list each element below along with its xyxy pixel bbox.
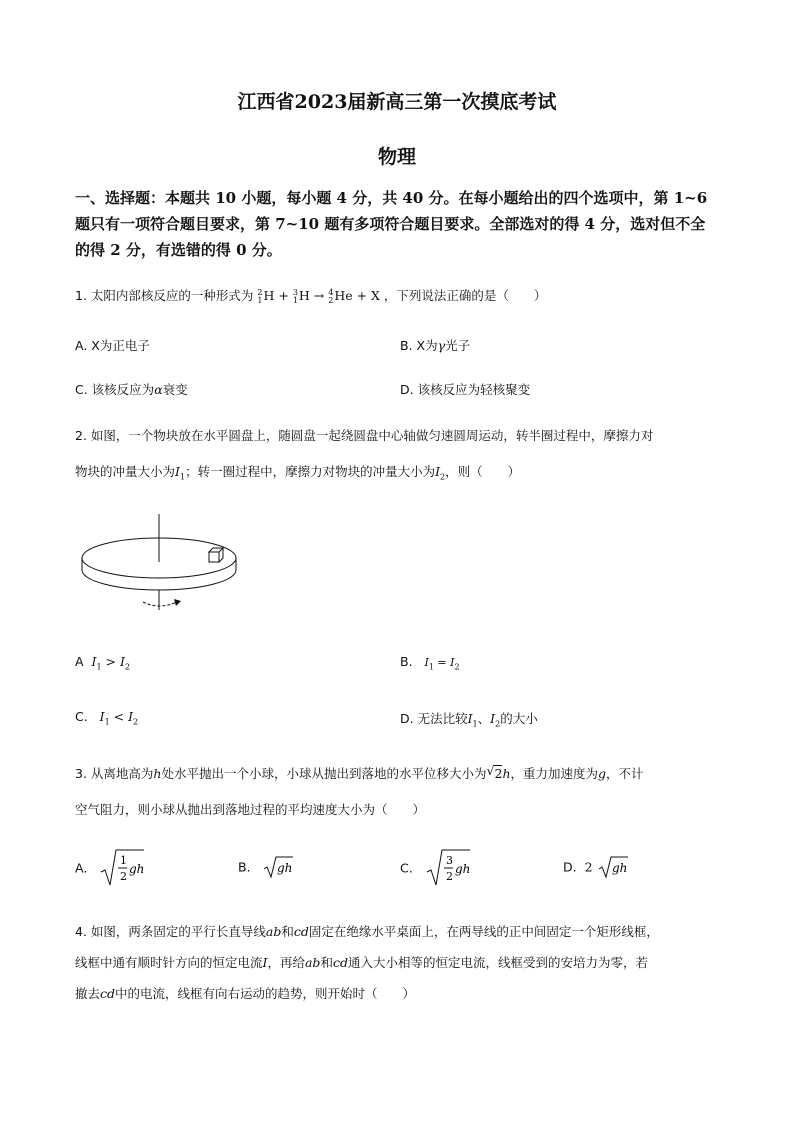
question-3-line1: 3. 从离地高为h处水平抛出一个小球，小球从抛出到落地的水平位移大小为 √ 2h，重力加速度为g，不计	[75, 763, 644, 781]
question-2-line1: 2. 如图，一个物块放在水平圆盘上，随圆盘一起绕圆盘中心轴做匀速圆周运动，转半圈过程中，摩擦力对	[75, 428, 654, 443]
q1-option-a[interactable]: A. X为正电子	[75, 338, 150, 353]
svg-text:2: 2	[445, 870, 453, 883]
section-instructions-line2: 题只有一项符合题目要求，第 7~10 题有多项符合题目要求。全部选对的得 4 分，选对但不全	[75, 215, 706, 233]
svg-text:2: 2	[120, 870, 128, 883]
exam-title: 江西省2023届新高三第一次摸底考试	[237, 91, 557, 113]
svg-text:gh: gh	[454, 862, 471, 876]
question-4-line1: 4. 如图，两条固定的平行长直导线ab和cd固定在绝缘水平桌面上，在两导线的正中间固定一个矩形线框，	[75, 924, 659, 939]
svg-text:3: 3	[445, 854, 453, 867]
q3-option-d[interactable]: D. 2 gh	[563, 855, 629, 879]
rotating-disk-figure	[75, 510, 245, 615]
subject-title: 物理	[377, 146, 416, 168]
q1-option-c[interactable]: C. 该核反应为α衰变	[75, 382, 188, 397]
nuclear-equation: 2 1 H + 3 1 H → 4 2 He + X	[257, 287, 384, 305]
section-instructions-line3: 的得 2 分，有选错的得 0 分。	[75, 241, 282, 259]
svg-text:gh: gh	[129, 862, 145, 876]
question-4-line2: 线框中通有顺时针方向的恒定电流I，再给ab和cd通入大小相等的恒定电流，线框受到的安培力为零，若	[75, 955, 648, 970]
rotation-arrowhead	[174, 599, 181, 606]
q3-option-b[interactable]: B. gh	[238, 855, 294, 879]
q3-option-a[interactable]: A. 1 2 gh	[75, 848, 145, 888]
question-2-line2: 物块的冲量大小为$I_1$；转一圈过程中，摩擦力对物块的冲量大小为$I_2$，则（ ）	[75, 464, 521, 482]
svg-text:gh: gh	[611, 861, 627, 875]
question-4-line3: 撤去cd中的电流，线框有向右运动的趋势，则开始时（ ）	[75, 986, 416, 1001]
q2-option-a[interactable]: A $I_1 > I_2$	[75, 654, 131, 672]
svg-text:gh: gh	[277, 861, 293, 875]
question-1-stem: 1. 太阳内部核反应的一种形式为 2 1 H + 3 1 H → 4 2 He + X ，下列说法正确的是（ ）	[75, 287, 547, 305]
rotation-arrow	[143, 602, 177, 606]
q2-option-c[interactable]: C. $I_1 < I_2$	[75, 709, 139, 727]
q2-option-d[interactable]: D. 无法比较$I_1$、$I_2$的大小	[400, 711, 538, 729]
q1-option-d[interactable]: D. 该核反应为轻核聚变	[400, 382, 531, 397]
q1-option-b[interactable]: B. X为γ光子	[400, 338, 471, 353]
q3-option-c[interactable]: C. 3 2 gh	[400, 848, 471, 888]
svg-text:1: 1	[120, 854, 128, 867]
block-icon	[209, 548, 223, 562]
question-3-line2: 空气阻力，则小球从抛出到落地过程的平均速度大小为（ ）	[75, 802, 426, 817]
section-instructions-line1: 一、选择题：本题共 10 小题，每小题 4 分，共 40 分。在每小题给出的四个选项中，第 1~6	[75, 189, 708, 207]
q2-option-b[interactable]: B. $I_1 = I_2$	[400, 654, 460, 672]
